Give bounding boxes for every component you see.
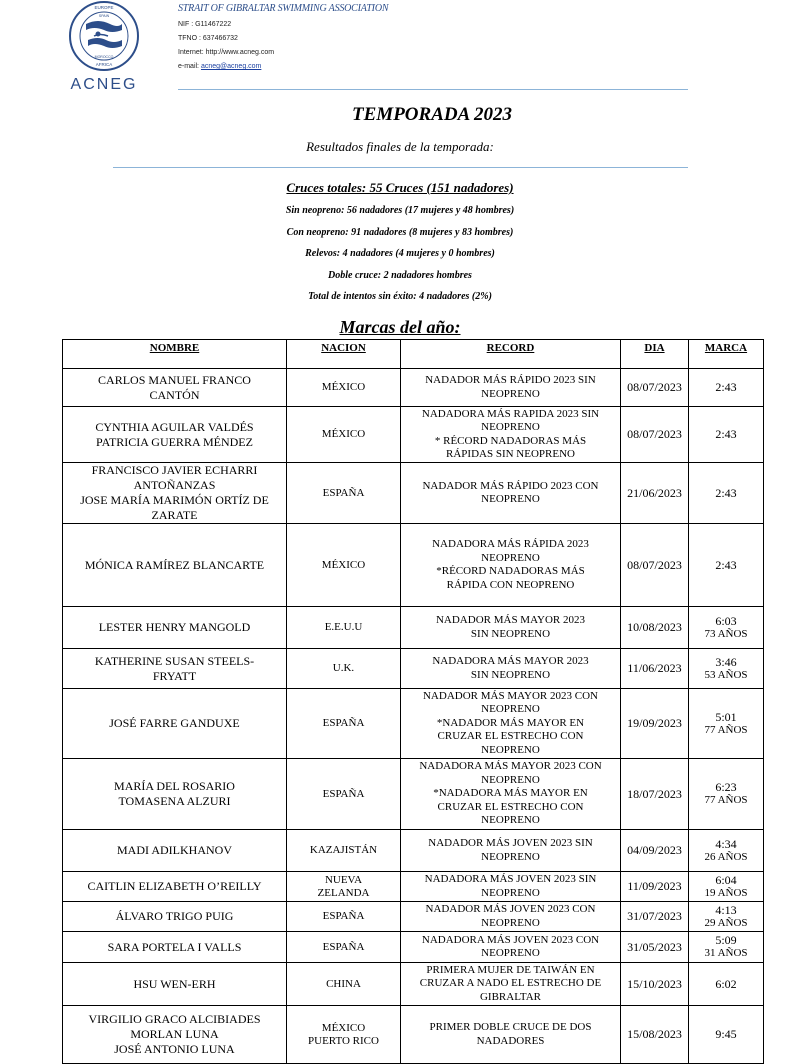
- header-dia: DIA: [621, 340, 689, 369]
- swimmer-name: [63, 369, 287, 407]
- nation: [287, 649, 401, 689]
- cell-line: NUEVA: [324, 873, 363, 886]
- swimmer-age: 77 AÑOS: [704, 723, 748, 736]
- record-description: [401, 963, 621, 1006]
- table-row: [63, 689, 764, 759]
- crossing-time: [689, 902, 764, 932]
- cell-line: TOMASENA ALZURI: [118, 794, 231, 808]
- crossing-time: [689, 407, 764, 463]
- table-row: [63, 902, 764, 932]
- nation: [287, 963, 401, 1006]
- org-info: [178, 3, 388, 77]
- swimmer-age: 53 AÑOS: [704, 668, 748, 681]
- summary-line: Sin neopreno: 56 nadadores (17 mujeres y 48 hombres): [285, 205, 515, 216]
- cell-line: JOSÉ ANTONIO LUNA: [114, 1042, 235, 1056]
- cell-line: NEOPRENO: [481, 493, 540, 505]
- cell-line: NADADOR MÁS MAYOR 2023 CON: [422, 689, 598, 702]
- summary-headline: Cruces totales: 55 Cruces (151 nadadores): [286, 180, 514, 195]
- cell-line: NADADORES: [476, 1034, 545, 1047]
- table-header-row: [63, 340, 764, 369]
- crossing-time: [689, 463, 764, 524]
- cell-line: NEOPRENO: [481, 886, 540, 899]
- time-value: 9:45: [715, 1027, 737, 1041]
- crossing-time: [689, 830, 764, 872]
- nation: [287, 830, 401, 872]
- cell-line: ÁLVARO TRIGO PUIG: [115, 909, 234, 923]
- cell-line: MÉXICO: [321, 558, 366, 571]
- cell-line: NEOPRENO: [481, 850, 540, 863]
- crossing-time: [689, 689, 764, 759]
- swimmer-age: 73 AÑOS: [704, 627, 748, 640]
- swimmer-name: [63, 872, 287, 902]
- crossing-date: 08/07/2023: [621, 369, 689, 407]
- cell-line: NADADOR MÁS MAYOR 2023: [435, 614, 586, 626]
- table-row: [63, 407, 764, 463]
- table-row: [63, 649, 764, 689]
- table-row: [63, 872, 764, 902]
- cell-line: CRUZAR A NADO EL ESTRECHO DE: [419, 977, 602, 990]
- acneg-logo: [64, 0, 146, 92]
- subtitle-divider: [113, 167, 688, 168]
- crossing-date: 31/05/2023: [621, 932, 689, 963]
- cell-line: LESTER HENRY MANGOLD: [98, 620, 251, 634]
- cell-line: NADADOR MÁS JOVEN 2023 CON: [425, 903, 596, 915]
- cell-line: ESPAÑA: [322, 940, 365, 953]
- crossing-time: [689, 607, 764, 649]
- cell-line: NADADOR MÁS JOVEN 2023 SIN: [428, 837, 593, 849]
- record-description: [401, 407, 621, 463]
- cell-line: CRUZAR EL ESTRECHO CON: [437, 730, 584, 743]
- logo-text: ACNEG: [70, 76, 138, 92]
- record-description: [401, 1006, 621, 1064]
- swimmer-name: [63, 407, 287, 463]
- cell-line: NEOPRENO: [481, 916, 540, 929]
- cell-line: MORLAN LUNA: [130, 1027, 219, 1041]
- season-summary: [0, 180, 800, 308]
- record-description: [401, 902, 621, 932]
- cell-line: SIN NEOPRENO: [470, 627, 551, 640]
- page-subtitle: Resultados finales de la temporada:: [306, 139, 494, 154]
- cell-line: NEOPRENO: [481, 551, 540, 564]
- crossing-date: 11/06/2023: [621, 649, 689, 689]
- cell-line: KATHERINE SUSAN STEELS-: [94, 653, 255, 668]
- record-description: [401, 369, 621, 407]
- cell-line: MÉXICO: [321, 381, 366, 393]
- cell-line: JOSE MARÍA MARIMÓN ORTÍZ DE: [80, 493, 269, 507]
- crossing-date: 11/09/2023: [621, 872, 689, 902]
- cell-line: KAZAJISTÁN: [309, 844, 378, 856]
- cell-line: NEOPRENO: [481, 703, 540, 716]
- crossing-date: 18/07/2023: [621, 759, 689, 830]
- time-value: 3:46: [715, 654, 737, 669]
- swimmer-name: [63, 932, 287, 963]
- nation: [287, 369, 401, 407]
- cell-line: ESPAÑA: [322, 787, 365, 800]
- header-nacion: NACION: [287, 340, 401, 369]
- nation: [287, 407, 401, 463]
- cell-line: *NADADOR MÁS MAYOR EN: [436, 716, 585, 729]
- time-value: 4:13: [715, 902, 737, 917]
- cell-line: NADADOR MÁS RÁPIDO 2023 CON: [422, 479, 599, 492]
- record-description: [401, 872, 621, 902]
- swimmer-age: 77 AÑOS: [704, 794, 748, 806]
- record-description: [401, 689, 621, 759]
- record-description: [401, 649, 621, 689]
- cell-line: MÓNICA RAMÍREZ BLANCARTE: [84, 557, 265, 572]
- time-value: 6:04: [715, 872, 737, 887]
- cell-line: *RÉCORD NADADORAS MÁS: [436, 565, 585, 577]
- cell-line: MADI ADILKHANOV: [117, 843, 232, 857]
- cell-line: ESPAÑA: [322, 717, 365, 729]
- table-row: [63, 369, 764, 407]
- summary-line: Con neopreno: 91 nadadores (8 mujeres y 83 hombres): [286, 226, 514, 238]
- cell-line: U.K.: [332, 662, 355, 674]
- nation: [287, 759, 401, 830]
- table-row: [63, 524, 764, 607]
- nation: [287, 463, 401, 524]
- cell-line: ESPAÑA: [322, 486, 365, 499]
- cell-line: NADADORA MÁS JOVEN 2023 SIN: [424, 873, 597, 885]
- svg-text:AFRICA: AFRICA: [95, 62, 113, 67]
- org-nif: NIF : G11467222: [178, 21, 232, 28]
- cell-line: RÁPIDA CON NEOPRENO: [446, 578, 575, 591]
- svg-text:EUROPE: EUROPE: [94, 5, 114, 10]
- swimmer-name: [63, 463, 287, 524]
- cell-line: FRYATT: [152, 668, 197, 683]
- swimmer-name: [63, 830, 287, 872]
- org-name: STRAIT OF GIBRALTAR SWIMMING ASSOCIATION: [178, 3, 389, 14]
- swimmer-name: [63, 524, 287, 607]
- crossing-time: [689, 369, 764, 407]
- cell-line: NEOPRENO: [481, 387, 540, 400]
- cell-line: VIRGILIO GRACO ALCIBIADES: [88, 1012, 261, 1026]
- nation: [287, 1006, 401, 1064]
- svg-text:MOROCCO: MOROCCO: [94, 55, 114, 59]
- cell-line: PUERTO RICO: [308, 1034, 379, 1047]
- time-value: 2:43: [715, 380, 737, 394]
- cell-line: HSU WEN-ERH: [133, 976, 216, 991]
- crossing-date: 31/07/2023: [621, 902, 689, 932]
- cell-line: SIN NEOPRENO: [470, 668, 551, 681]
- swimmer-age: 19 AÑOS: [704, 886, 748, 899]
- cell-line: NADADORA MÁS RÁPIDA 2023: [432, 538, 589, 550]
- org-email: e-mail: acneg@acneg.com: [178, 63, 262, 70]
- table-row: [63, 932, 764, 963]
- cell-line: CHINA: [326, 977, 361, 990]
- cell-line: CARLOS MANUEL FRANCO: [98, 372, 251, 387]
- swimmer-name: [63, 649, 287, 689]
- swimmer-name: [63, 759, 287, 830]
- record-description: [401, 759, 621, 830]
- record-description: [401, 607, 621, 649]
- nation: [287, 607, 401, 649]
- cell-line: NADADORA MÁS MAYOR 2023 CON: [419, 760, 602, 773]
- crossing-date: 08/07/2023: [621, 524, 689, 607]
- time-value: 5:01: [715, 709, 737, 724]
- record-description: [401, 463, 621, 524]
- cell-line: SARA PORTELA I VALLS: [107, 939, 242, 954]
- cell-line: *NADADORA MÁS MAYOR EN: [433, 787, 588, 800]
- cell-line: ANTOÑANZAS: [133, 478, 216, 492]
- table-row: [63, 463, 764, 524]
- table-row: [63, 607, 764, 649]
- crossing-date: 15/08/2023: [621, 1006, 689, 1064]
- crossing-time: [689, 932, 764, 963]
- cell-line: ZELANDA: [317, 886, 370, 899]
- table-row: [63, 759, 764, 830]
- header-marca: MARCA: [689, 340, 764, 369]
- cell-line: GIBRALTAR: [479, 990, 542, 1003]
- cell-line: NADADOR MÁS RÁPIDO 2023 SIN: [425, 374, 596, 386]
- crossing-date: 04/09/2023: [621, 830, 689, 872]
- cell-line: NEOPRENO: [481, 743, 540, 756]
- cell-line: NEOPRENO: [481, 814, 540, 827]
- cell-line: ZARATE: [151, 508, 198, 522]
- crossing-time: [689, 1006, 764, 1064]
- swimmer-name: [63, 607, 287, 649]
- header-nombre: NOMBRE: [63, 340, 287, 369]
- nation: [287, 524, 401, 607]
- nation: [287, 932, 401, 963]
- cell-line: NEOPRENO: [481, 773, 540, 786]
- crossing-time: [689, 649, 764, 689]
- nation: [287, 689, 401, 759]
- crossing-time: [689, 759, 764, 830]
- cell-line: CRUZAR EL ESTRECHO CON: [437, 800, 584, 813]
- cell-line: PRIMERA MUJER DE TAIWÁN EN: [426, 963, 595, 976]
- cell-line: NADADORA MÁS JOVEN 2023 CON: [421, 933, 600, 946]
- cell-line: NEOPRENO: [481, 947, 540, 959]
- crossing-date: 19/09/2023: [621, 689, 689, 759]
- swimmer-age: 29 AÑOS: [704, 916, 748, 929]
- crossing-date: 21/06/2023: [621, 463, 689, 524]
- header-record: RECORD: [401, 340, 621, 369]
- nation: [287, 902, 401, 932]
- crossing-time: [689, 872, 764, 902]
- cell-line: PATRICIA GUERRA MÉNDEZ: [96, 434, 253, 449]
- swimmer-name: [63, 1006, 287, 1064]
- cell-line: NADADORA MÁS MAYOR 2023: [432, 655, 589, 667]
- cell-line: MARÍA DEL ROSARIO: [114, 779, 235, 793]
- cell-line: * RÉCORD NADADORAS MÁS: [434, 434, 587, 447]
- org-phone: TFNO : 637466732: [178, 35, 238, 42]
- cell-line: E.E.U.U: [324, 621, 363, 633]
- crossing-date: 15/10/2023: [621, 963, 689, 1006]
- time-value: 6:23: [715, 780, 737, 794]
- cell-line: JOSÉ FARRE GANDUXE: [109, 716, 240, 730]
- table-row: [63, 963, 764, 1006]
- swimmer-name: [63, 902, 287, 932]
- cell-line: FRANCISCO JAVIER ECHARRI: [91, 463, 258, 477]
- table-row: [63, 830, 764, 872]
- summary-line: Doble cruce: 2 nadadores hombres: [328, 269, 472, 281]
- cell-line: MÉXICO: [321, 428, 366, 440]
- swimmer-age: 26 AÑOS: [704, 850, 748, 863]
- svg-text:SPAIN: SPAIN: [98, 14, 110, 18]
- cell-line: MÉXICO: [321, 1021, 366, 1034]
- crossing-date: 08/07/2023: [621, 407, 689, 463]
- crossing-date: 10/08/2023: [621, 607, 689, 649]
- cell-line: PRIMER DOBLE CRUCE DE DOS: [429, 1021, 592, 1033]
- nation: [287, 872, 401, 902]
- cell-line: ESPAÑA: [322, 910, 365, 922]
- time-value: 2:43: [715, 485, 737, 500]
- cell-line: CYNTHIA AGUILAR VALDÉS: [95, 419, 254, 434]
- time-value: 4:34: [715, 836, 737, 851]
- time-value: 2:43: [715, 427, 737, 441]
- cell-line: CAITLIN ELIZABETH O’REILLY: [87, 879, 262, 893]
- summary-line: Total de intentos sin éxito: 4 nadadores (2%): [308, 291, 492, 303]
- record-description: [401, 830, 621, 872]
- marks-heading: Marcas del año:: [339, 317, 461, 337]
- crossing-time: [689, 963, 764, 1006]
- email-link[interactable]: acneg@acneg.com: [200, 63, 262, 70]
- cell-line: NEOPRENO: [481, 421, 540, 433]
- org-internet[interactable]: Internet: http://www.acneg.com: [178, 49, 275, 56]
- records-table: [62, 339, 764, 1064]
- summary-line: Relevos: 4 nadadores (4 mujeres y 0 hombres): [305, 248, 495, 260]
- page-title: TEMPORADA 2023: [352, 104, 512, 125]
- swimmer-age: 31 AÑOS: [704, 947, 748, 959]
- time-value: 6:03: [715, 613, 737, 628]
- cell-line: CANTÓN: [149, 387, 200, 402]
- record-description: [401, 524, 621, 607]
- time-value: 5:09: [715, 933, 737, 947]
- table-row: [63, 1006, 764, 1064]
- swimmer-name: [63, 963, 287, 1006]
- time-value: 2:43: [715, 557, 737, 572]
- cell-line: NADADORA MÁS RAPIDA 2023 SIN: [421, 407, 600, 420]
- header-divider: [178, 89, 688, 90]
- crossing-time: [689, 524, 764, 607]
- cell-line: RÁPIDAS SIN NEOPRENO: [446, 448, 575, 460]
- swimmer-name: [63, 689, 287, 759]
- record-description: [401, 932, 621, 963]
- time-value: 6:02: [715, 976, 737, 991]
